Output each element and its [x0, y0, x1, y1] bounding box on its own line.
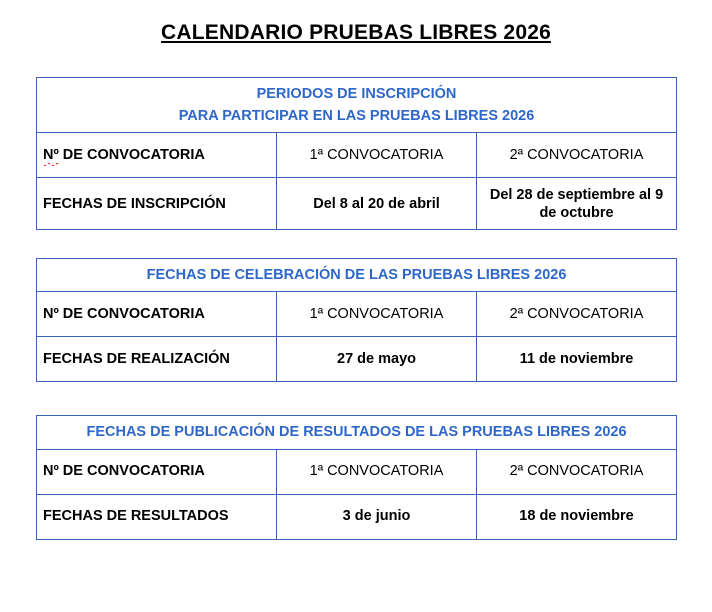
table-row: [37, 133, 677, 178]
value-cell-convocatoria-2: 11 de noviembre: [477, 337, 677, 382]
table-header-cell: [37, 78, 677, 133]
row-label: Nº DE CONVOCATORIA: [37, 449, 277, 494]
value-line-2: al 9 de octubre: [539, 186, 664, 221]
convocatoria-1-cell: 1ª CONVOCATORIA: [277, 449, 477, 494]
row-label: FECHAS DE INSCRIPCIÓN: [37, 178, 277, 230]
convocatoria-1-cell: 1ª CONVOCATORIA: [277, 133, 477, 178]
convocatoria-1-cell: 1ª CONVOCATORIA: [277, 292, 477, 337]
table-row: [37, 292, 677, 337]
header-line-2: PARA PARTICIPAR EN LAS PRUEBAS LIBRES 2026: [178, 108, 535, 125]
section-gap: [0, 230, 712, 258]
header-line-1: FECHAS DE PUBLICACIÓN DE RESULTADOS DE LAS PRUEBAS LIBRES 2026: [86, 424, 627, 441]
value-cell-convocatoria-1: 3 de junio: [277, 494, 477, 539]
table-periodos-inscripcion: [36, 77, 677, 230]
row-label: FECHAS DE REALIZACIÓN: [37, 337, 277, 382]
value-cell-convocatoria-1: 27 de mayo: [277, 337, 477, 382]
row-label-prefix: Nº: [43, 147, 59, 164]
section-gap: [0, 382, 712, 415]
value-cell-convocatoria-2: [477, 178, 677, 230]
document-page: [0, 21, 712, 612]
row-label: FECHAS DE RESULTADOS: [37, 494, 277, 539]
header-line-1: FECHAS DE CELEBRACIÓN DE LAS PRUEBAS LIBRES 2026: [146, 267, 567, 284]
row-label: [37, 133, 277, 178]
convocatoria-2-cell: 2ª CONVOCATORIA: [477, 133, 677, 178]
table-fechas-publicacion: [36, 415, 677, 539]
convocatoria-2-cell: 2ª CONVOCATORIA: [477, 449, 677, 494]
table-header-row: [37, 259, 677, 292]
value-line-1: Del 28 de septiembre: [489, 186, 635, 203]
table-header-cell: [37, 416, 677, 449]
table-header-row: [37, 78, 677, 133]
table-fechas-celebracion: [36, 258, 677, 382]
table-header-row: [37, 416, 677, 449]
table-row: [37, 494, 677, 539]
convocatoria-2-cell: 2ª CONVOCATORIA: [477, 292, 677, 337]
table-header-cell: [37, 259, 677, 292]
page-title: CALENDARIO PRUEBAS LIBRES 2026: [161, 21, 551, 44]
table-row: [37, 337, 677, 382]
value-cell-convocatoria-1: Del 8 al 20 de abril: [277, 178, 477, 230]
table-row: [37, 178, 677, 230]
row-label-rest: DE CONVOCATORIA: [58, 147, 205, 164]
table-row: [37, 449, 677, 494]
header-line-1: PERIODOS DE INSCRIPCIÓN: [256, 86, 457, 102]
title-spacer: [0, 45, 712, 77]
row-label: Nº DE CONVOCATORIA: [37, 292, 277, 337]
value-cell-convocatoria-2: 18 de noviembre: [477, 494, 677, 539]
